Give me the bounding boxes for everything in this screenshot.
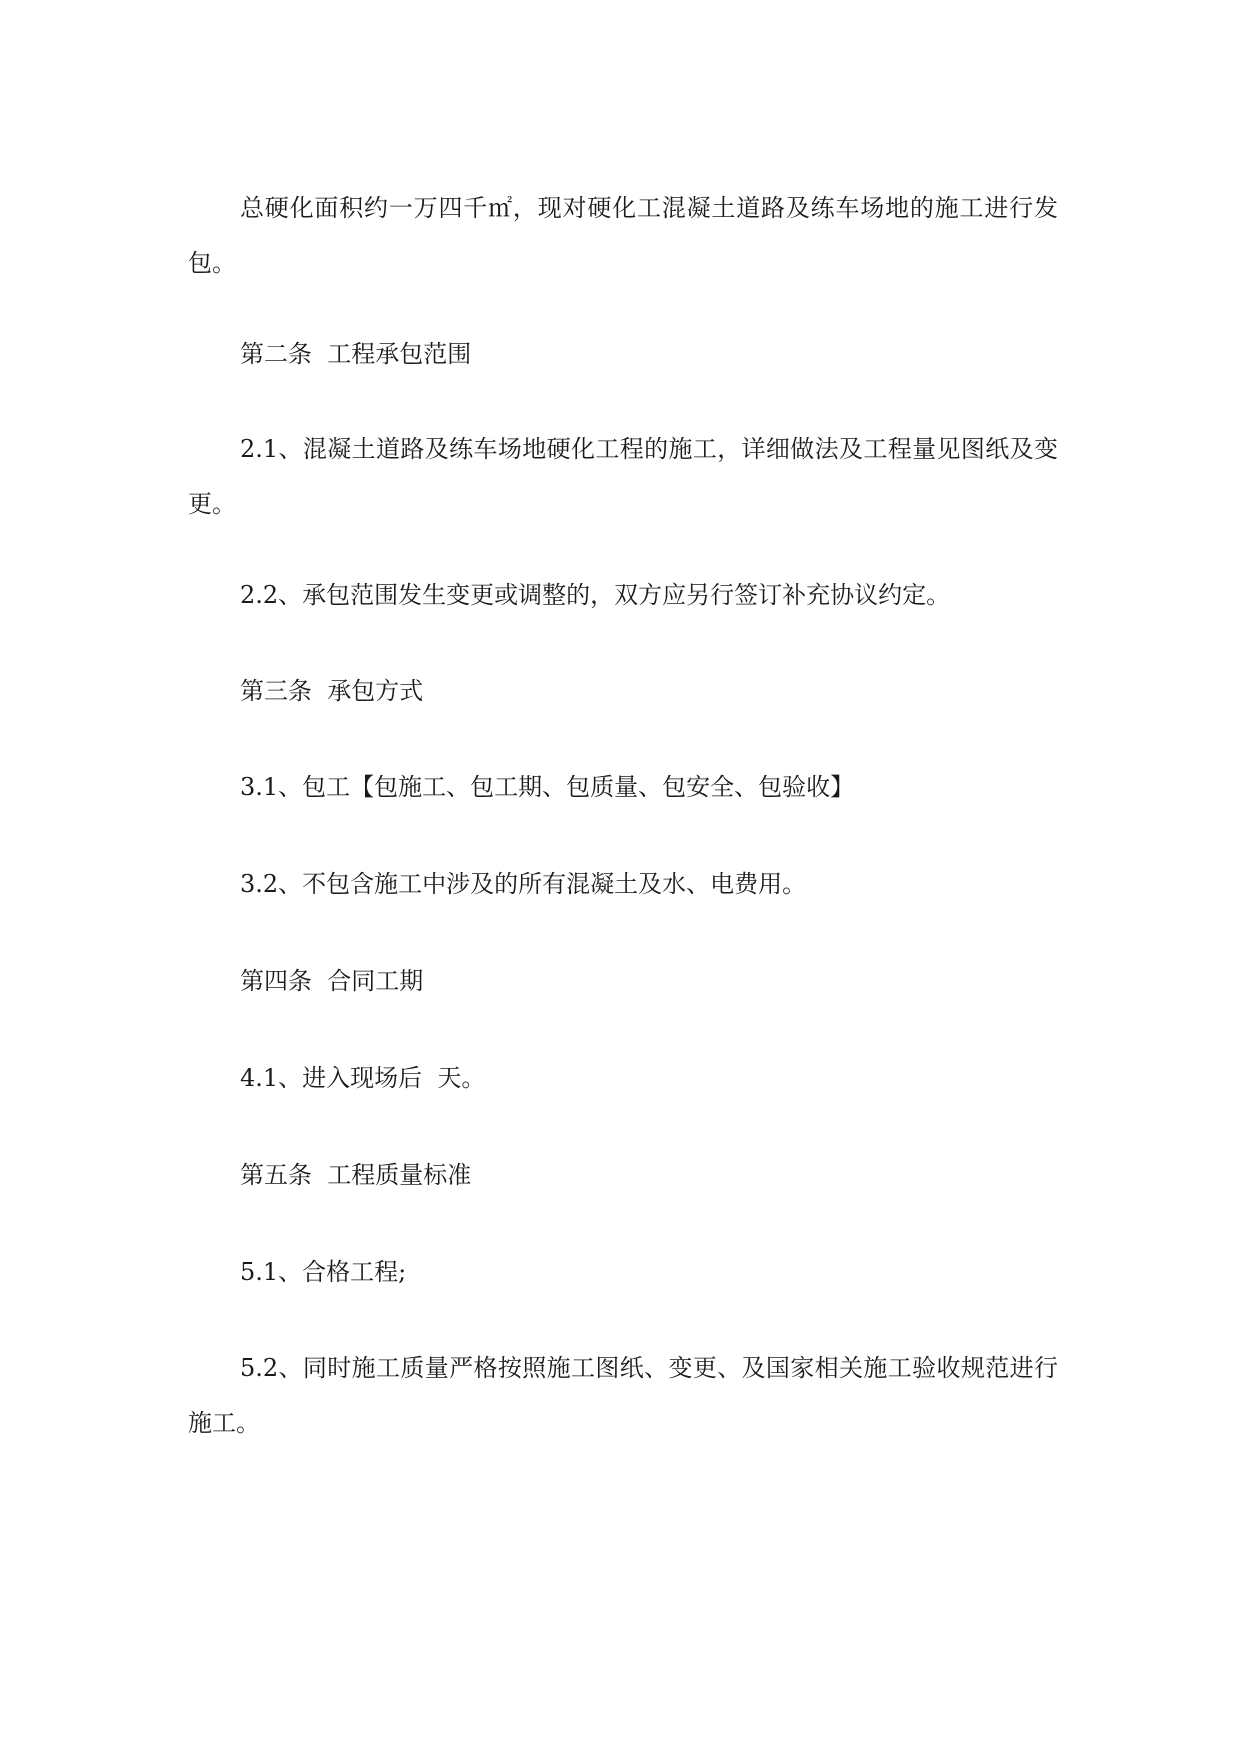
article-2-heading: 第二条 工程承包范围: [240, 340, 472, 368]
article-5-heading: 第五条 工程质量标准: [240, 1161, 472, 1189]
article-4-heading: 第四条 合同工期: [240, 967, 424, 995]
article-3-heading: 第三条 承包方式: [240, 677, 424, 705]
clause-2-2: 2.2、承包范围发生变更或调整的，双方应另行签订补充协议约定。: [240, 581, 951, 609]
intro-paragraph: 总硬化面积约一万四千㎡，现对硬化工混凝土道路及练车场地的施工进行发包。: [188, 194, 1058, 277]
clause-2-1: 2.1、混凝土道路及练车场地硬化工程的施工，详细做法及工程量见图纸及变更。: [188, 435, 1058, 518]
clause-3-1: 3.1、包工【包施工、包工期、包质量、包安全、包验收】: [240, 773, 855, 801]
clause-5-2: 5.2、同时施工质量严格按照施工图纸、变更、及国家相关施工验收规范进行施工。: [188, 1354, 1058, 1437]
clause-3-2: 3.2、不包含施工中涉及的所有混凝土及水、电费用。: [240, 870, 807, 898]
clause-5-1: 5.1、合格工程;: [240, 1258, 407, 1286]
clause-4-1: 4.1、进入现场后 天。: [240, 1064, 486, 1092]
